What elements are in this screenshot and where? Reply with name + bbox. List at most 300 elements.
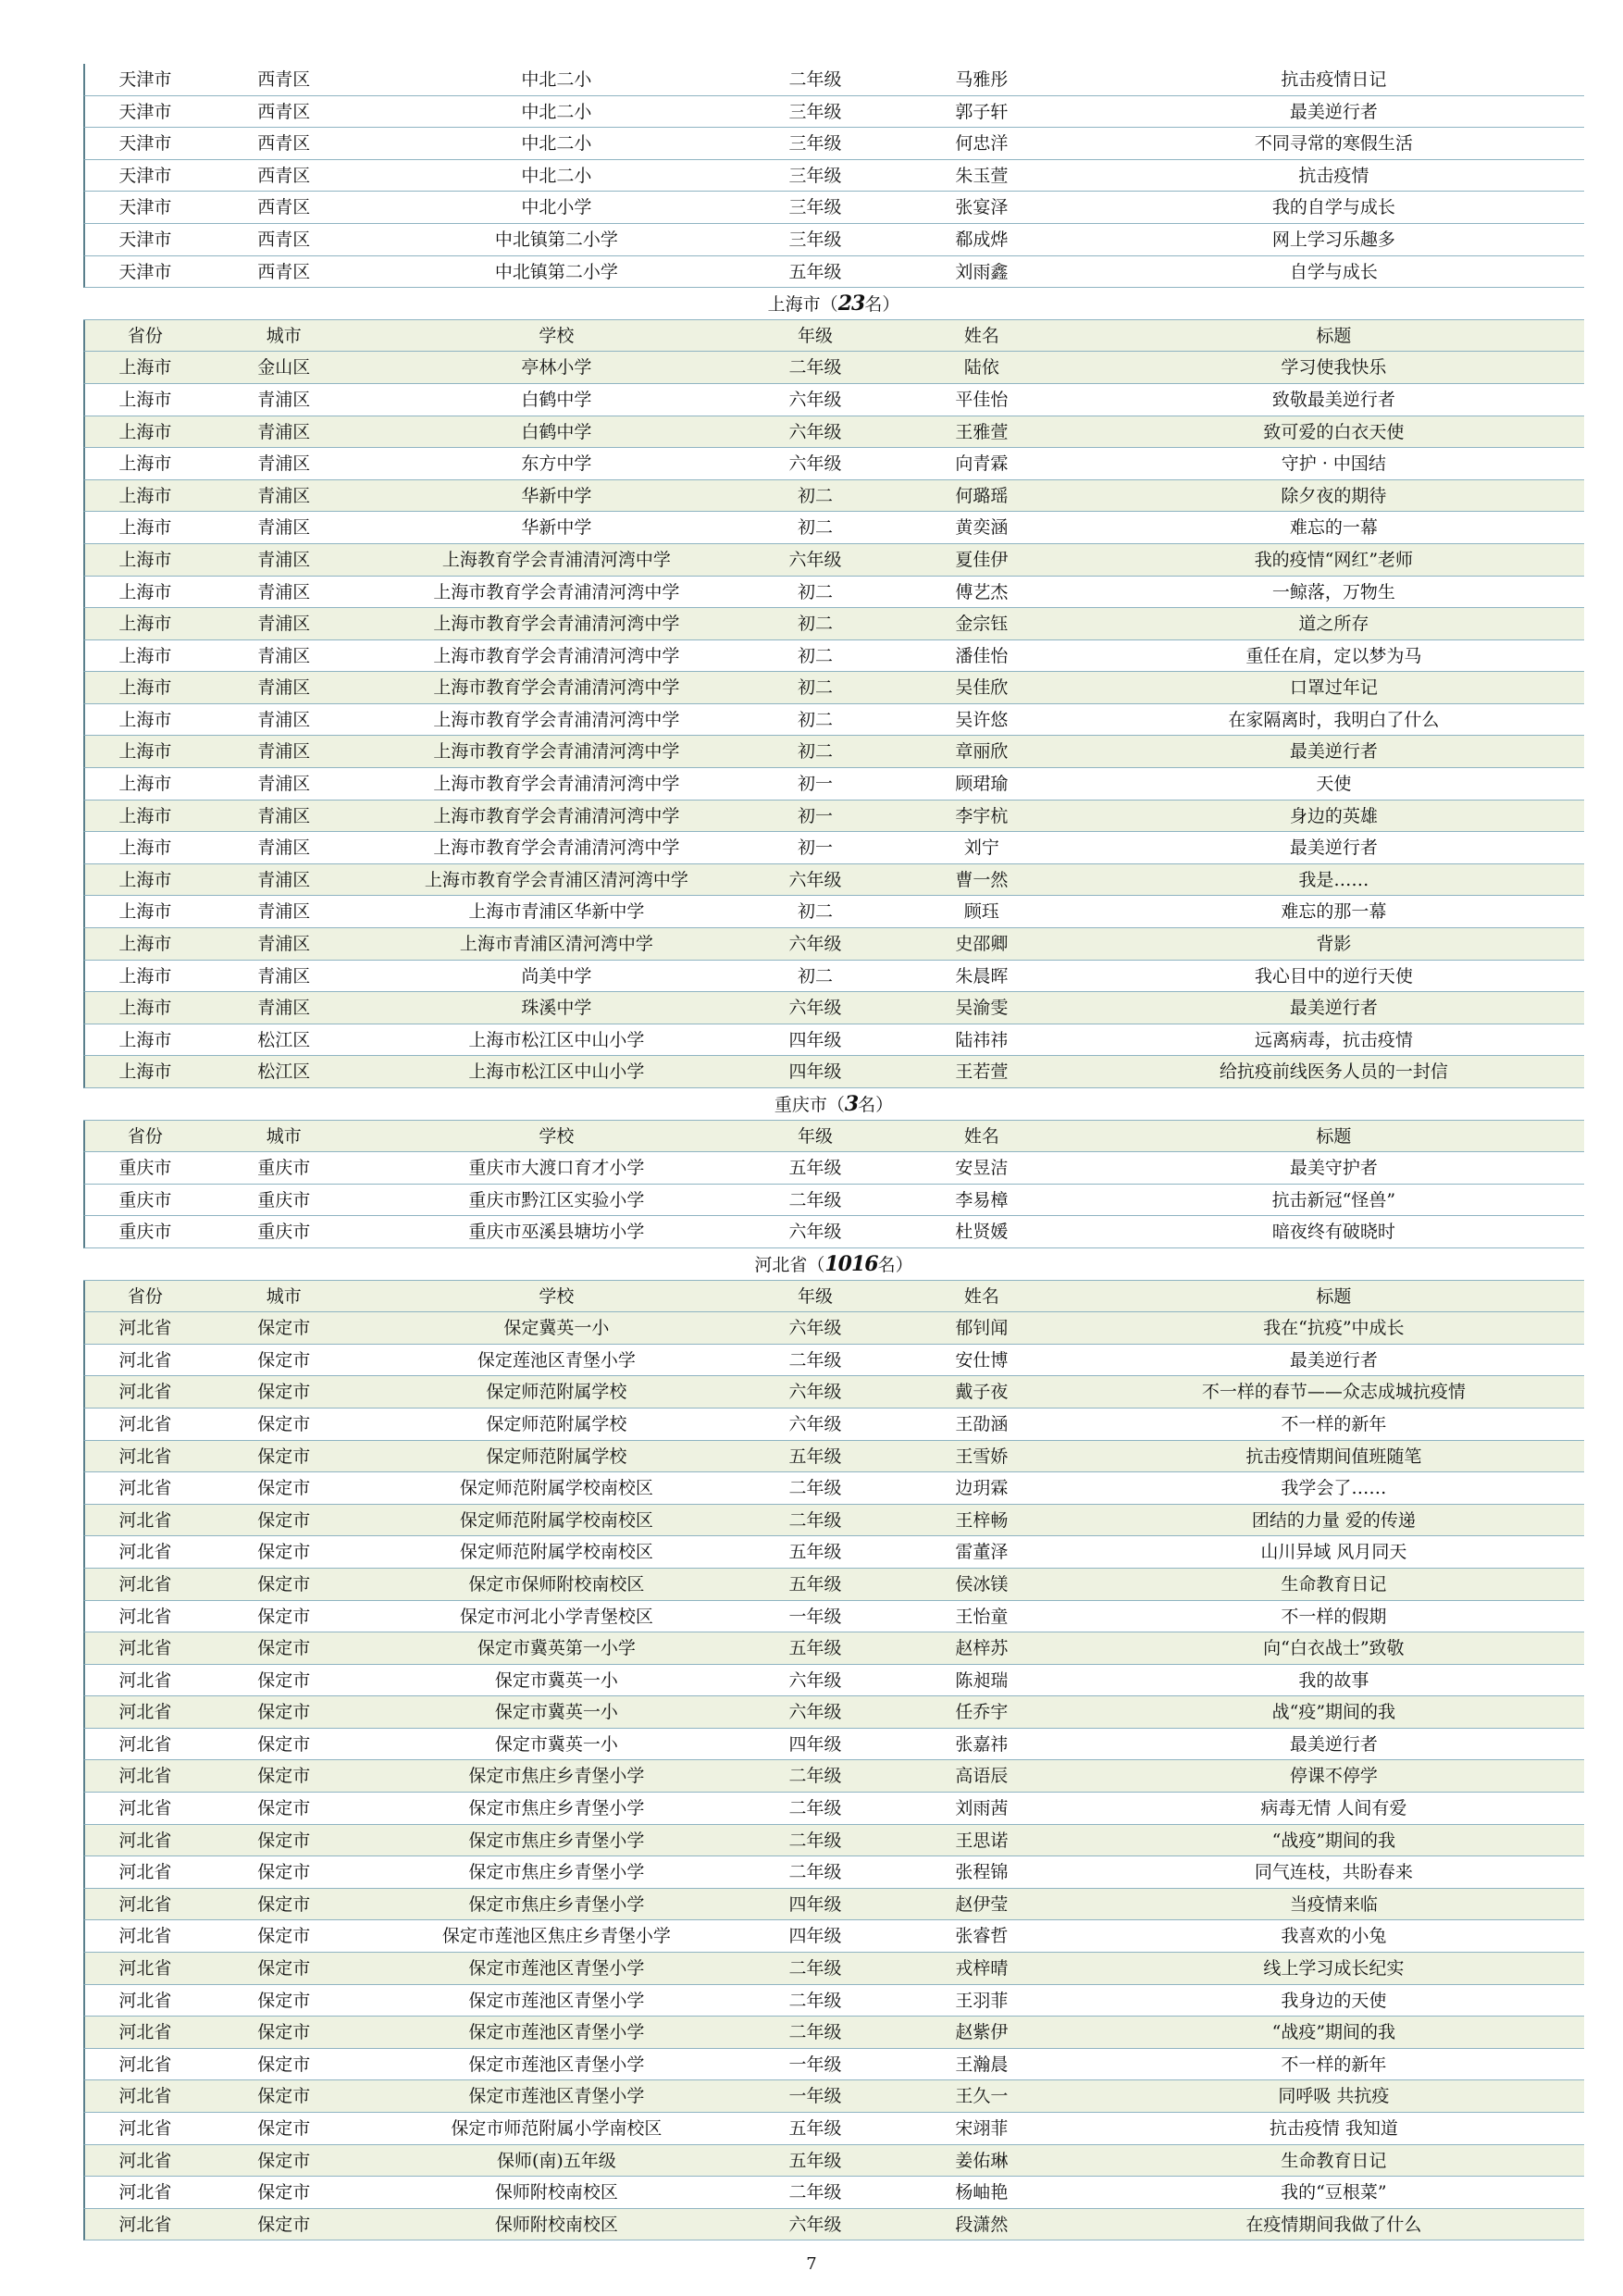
province-cell: 重庆市 xyxy=(118,1158,172,1179)
school-cell: 保定市焦庄乡青堡小学 xyxy=(468,1893,645,1915)
city-cell: 西青区 xyxy=(257,229,311,250)
city-cell: 青浦区 xyxy=(257,517,311,539)
title-cell: 同呼吸 共抗疫 xyxy=(1278,2086,1390,2107)
city-cell: 保定市 xyxy=(257,1318,311,1339)
city-cell: 西青区 xyxy=(257,165,311,186)
table-header-row xyxy=(83,1281,1584,1313)
city-cell: 保定市 xyxy=(257,1990,311,2011)
grade-cell: 二年级 xyxy=(788,2022,842,2043)
province-cell: 天津市 xyxy=(118,165,172,186)
province-cell: 河北省 xyxy=(118,1733,172,1755)
school-cell: 保定冀英一小 xyxy=(503,1318,610,1339)
school-cell: 东方中学 xyxy=(521,453,592,475)
city-cell: 保定市 xyxy=(257,2054,311,2075)
city-cell: 西青区 xyxy=(257,197,311,218)
school-cell: 保定市莲池区青堡小学 xyxy=(468,2054,645,2075)
school-cell: 上海市教育学会青浦清河湾中学 xyxy=(433,838,680,859)
column-header: 学校 xyxy=(539,325,575,346)
column-header: 年级 xyxy=(798,1285,834,1307)
province-cell: 上海市 xyxy=(118,774,172,795)
column-header: 标题 xyxy=(1316,1285,1352,1307)
name-cell: 郗成烨 xyxy=(955,229,1009,250)
title-cell: 团结的力量 爱的传递 xyxy=(1251,1509,1416,1531)
table-row xyxy=(83,928,1584,961)
grade-cell: 二年级 xyxy=(788,1509,842,1531)
name-cell: 潘佳怡 xyxy=(955,645,1009,666)
city-cell: 重庆市 xyxy=(257,1158,311,1179)
title-cell: 抗击疫情 xyxy=(1298,165,1369,186)
section-unit: 名） xyxy=(858,1095,894,1115)
name-cell: 金宗钰 xyxy=(955,614,1009,635)
title-cell: 身边的英雄 xyxy=(1289,805,1378,826)
school-cell: 中北镇第二小学 xyxy=(494,261,618,282)
city-cell: 保定市 xyxy=(257,1958,311,1980)
grade-cell: 六年级 xyxy=(788,453,842,475)
column-header: 年级 xyxy=(798,325,834,346)
name-cell: 顾珺瑜 xyxy=(955,774,1009,795)
province-cell: 河北省 xyxy=(118,2214,172,2235)
table-row xyxy=(83,2017,1584,2049)
name-cell: 傅艺杰 xyxy=(955,581,1009,602)
grade-cell: 初二 xyxy=(798,677,834,699)
grade-cell: 二年级 xyxy=(788,1958,842,1980)
grade-cell: 六年级 xyxy=(788,934,842,955)
name-cell: 何忠洋 xyxy=(955,133,1009,155)
table-row xyxy=(83,2113,1584,2145)
city-cell: 松江区 xyxy=(257,1061,311,1083)
school-cell: 保定市焦庄乡青堡小学 xyxy=(468,1830,645,1851)
city-cell: 重庆市 xyxy=(257,1222,311,1243)
title-cell: “战疫”期间的我 xyxy=(1271,1830,1396,1851)
table-row xyxy=(83,160,1584,192)
city-cell: 青浦区 xyxy=(257,421,311,442)
table-row xyxy=(83,1760,1584,1793)
title-cell: 致可爱的白衣天使 xyxy=(1263,421,1405,442)
city-cell: 保定市 xyxy=(257,1669,311,1691)
province-cell: 河北省 xyxy=(118,1958,172,1980)
title-cell: 病毒无情 人间有爱 xyxy=(1260,1798,1407,1819)
province-cell: 河北省 xyxy=(118,1413,172,1434)
name-cell: 章丽欣 xyxy=(955,741,1009,763)
school-cell: 白鹤中学 xyxy=(521,389,592,410)
table-row xyxy=(83,1889,1584,1921)
grade-cell: 二年级 xyxy=(788,1830,842,1851)
school-cell: 保定市焦庄乡青堡小学 xyxy=(468,1862,645,1883)
title-cell: 最美逆行者 xyxy=(1289,1349,1378,1371)
column-header: 城市 xyxy=(266,1125,302,1147)
school-cell: 上海市教育学会青浦清河湾中学 xyxy=(433,645,680,666)
city-cell: 青浦区 xyxy=(257,389,311,410)
table-row xyxy=(83,2049,1584,2081)
grade-cell: 二年级 xyxy=(788,2182,842,2203)
name-cell: 王劭涵 xyxy=(955,1413,1009,1434)
city-cell: 青浦区 xyxy=(257,581,311,602)
grade-cell: 初二 xyxy=(798,741,834,763)
title-cell: 在家隔离时，我明白了什么 xyxy=(1228,709,1440,730)
grade-cell: 初二 xyxy=(798,965,834,987)
province-cell: 上海市 xyxy=(118,421,172,442)
grade-cell: 四年级 xyxy=(788,1029,842,1050)
city-cell: 保定市 xyxy=(257,2022,311,2043)
column-header: 标题 xyxy=(1316,325,1352,346)
school-cell: 上海市青浦区清河湾中学 xyxy=(459,934,653,955)
table-row xyxy=(83,640,1584,673)
section-region: 重庆市（ xyxy=(774,1095,845,1115)
grade-cell: 六年级 xyxy=(788,1669,842,1691)
school-cell: 尚美中学 xyxy=(521,965,592,987)
province-cell: 上海市 xyxy=(118,614,172,635)
section-unit: 名） xyxy=(864,294,900,316)
name-cell: 陆祎祎 xyxy=(955,1029,1009,1050)
school-cell: 上海市教育学会青浦清河湾中学 xyxy=(433,677,680,699)
province-cell: 上海市 xyxy=(118,389,172,410)
grade-cell: 一年级 xyxy=(788,2086,842,2107)
title-cell: 学习使我快乐 xyxy=(1281,357,1387,379)
city-cell: 西青区 xyxy=(257,133,311,155)
province-cell: 河北省 xyxy=(118,2086,172,2107)
province-cell: 河北省 xyxy=(118,2118,172,2139)
table-row xyxy=(83,672,1584,704)
province-cell: 河北省 xyxy=(118,1669,172,1691)
school-cell: 华新中学 xyxy=(521,485,592,506)
school-cell: 重庆市巫溪县塘坊小学 xyxy=(468,1222,645,1243)
grade-cell: 五年级 xyxy=(788,1446,842,1467)
name-cell: 曹一然 xyxy=(955,869,1009,890)
title-cell: 我心目中的逆行天使 xyxy=(1254,965,1413,987)
table-row xyxy=(83,96,1584,129)
city-cell: 保定市 xyxy=(257,1509,311,1531)
table-row xyxy=(83,1665,1584,1697)
city-cell: 青浦区 xyxy=(257,677,311,699)
name-cell: 张嘉祎 xyxy=(955,1733,1009,1755)
school-cell: 珠溪中学 xyxy=(521,998,592,1019)
table-row xyxy=(83,224,1584,256)
city-cell: 保定市 xyxy=(257,1862,311,1883)
section-region: 河北省（ xyxy=(754,1254,825,1275)
city-cell: 保定市 xyxy=(257,1413,311,1434)
province-cell: 上海市 xyxy=(118,581,172,602)
table-row xyxy=(83,1441,1584,1473)
city-cell: 青浦区 xyxy=(257,901,311,923)
title-cell: 同气连枝，共盼春来 xyxy=(1254,1862,1413,1883)
title-cell: 在疫情期间我做了什么 xyxy=(1245,2214,1422,2235)
city-cell: 保定市 xyxy=(257,1542,311,1563)
title-cell: 难忘的一幕 xyxy=(1289,517,1378,539)
table-row xyxy=(83,192,1584,224)
title-cell: 我的“豆根菜” xyxy=(1281,2182,1387,2203)
table-row xyxy=(83,1409,1584,1441)
school-cell: 保定市焦庄乡青堡小学 xyxy=(468,1798,645,1819)
column-header: 年级 xyxy=(798,1125,834,1147)
table-row xyxy=(83,512,1584,544)
name-cell: 戎梓晴 xyxy=(955,1958,1009,1980)
title-cell: 最美逆行者 xyxy=(1289,101,1378,122)
city-cell: 保定市 xyxy=(257,1349,311,1371)
grade-cell: 二年级 xyxy=(788,1189,842,1210)
table-row xyxy=(83,128,1584,160)
title-cell: 远离病毒，抗击疫情 xyxy=(1254,1029,1413,1050)
grade-cell: 初二 xyxy=(798,709,834,730)
name-cell: 姜佑琳 xyxy=(955,2150,1009,2171)
school-cell: 保定师范附属学校 xyxy=(486,1413,627,1434)
title-cell: 最美守护者 xyxy=(1289,1158,1378,1179)
column-header: 姓名 xyxy=(963,1125,999,1147)
title-cell: 当疫情来临 xyxy=(1289,1893,1378,1915)
city-cell: 保定市 xyxy=(257,1573,311,1595)
table-row xyxy=(83,1825,1584,1857)
grade-cell: 三年级 xyxy=(788,197,842,218)
name-cell: 段潇然 xyxy=(955,2214,1009,2235)
city-cell: 保定市 xyxy=(257,1446,311,1467)
name-cell: 任乔宇 xyxy=(955,1702,1009,1723)
school-cell: 保定市冀英一小 xyxy=(494,1669,618,1691)
province-cell: 重庆市 xyxy=(118,1189,172,1210)
school-cell: 中北二小 xyxy=(521,69,592,90)
name-cell: 吴渝雯 xyxy=(955,998,1009,1019)
section-title-row xyxy=(83,288,1584,320)
table-row xyxy=(83,256,1584,289)
school-cell: 中北二小 xyxy=(521,101,592,122)
table-row xyxy=(83,896,1584,928)
province-cell: 河北省 xyxy=(118,2182,172,2203)
column-header: 标题 xyxy=(1316,1125,1352,1147)
grade-cell: 六年级 xyxy=(788,1382,842,1403)
title-cell: 抗击疫情期间值班随笔 xyxy=(1245,1446,1422,1467)
grade-cell: 五年级 xyxy=(788,2150,842,2171)
title-cell: 停课不停学 xyxy=(1289,1766,1378,1787)
city-cell: 青浦区 xyxy=(257,869,311,890)
title-cell: 致敬最美逆行者 xyxy=(1271,389,1395,410)
name-cell: 陈昶瑞 xyxy=(955,1669,1009,1691)
grade-cell: 四年级 xyxy=(788,1733,842,1755)
grade-cell: 五年级 xyxy=(788,1158,842,1179)
province-cell: 天津市 xyxy=(118,229,172,250)
name-cell: 陆依 xyxy=(963,357,999,379)
table-header-row xyxy=(83,320,1584,353)
table-row xyxy=(83,2177,1584,2209)
city-cell: 青浦区 xyxy=(257,934,311,955)
province-cell: 河北省 xyxy=(118,1318,172,1339)
school-cell: 上海市教育学会青浦清河湾中学 xyxy=(433,709,680,730)
section-title-row xyxy=(83,1088,1584,1121)
title-cell: 不一样的春节——众志成城抗疫情 xyxy=(1201,1382,1466,1403)
province-cell: 上海市 xyxy=(118,357,172,379)
table-row xyxy=(83,1024,1584,1057)
column-header: 省份 xyxy=(127,1125,163,1147)
name-cell: 张程锦 xyxy=(955,1862,1009,1883)
column-header: 姓名 xyxy=(963,325,999,346)
province-cell: 河北省 xyxy=(118,1478,172,1499)
title-cell: “战疫”期间的我 xyxy=(1271,2022,1396,2043)
name-cell: 顾珏 xyxy=(963,901,999,923)
school-cell: 上海市松江区中山小学 xyxy=(468,1061,645,1083)
name-cell: 朱玉萱 xyxy=(955,165,1009,186)
grade-cell: 二年级 xyxy=(788,1349,842,1371)
title-cell: 最美逆行者 xyxy=(1289,998,1378,1019)
grade-cell: 四年级 xyxy=(788,1061,842,1083)
school-cell: 保定市莲池区青堡小学 xyxy=(468,2086,645,2107)
table-row xyxy=(83,2209,1584,2241)
title-cell: 天使 xyxy=(1316,774,1352,795)
title-cell: 网上学习乐趣多 xyxy=(1271,229,1395,250)
grade-cell: 初二 xyxy=(798,485,834,506)
grade-cell: 初二 xyxy=(798,645,834,666)
city-cell: 保定市 xyxy=(257,1606,311,1627)
province-cell: 重庆市 xyxy=(118,1222,172,1243)
province-cell: 天津市 xyxy=(118,261,172,282)
name-cell: 王怡童 xyxy=(955,1606,1009,1627)
title-cell: 我学会了…… xyxy=(1281,1478,1387,1499)
title-cell: 抗击疫情 我知道 xyxy=(1269,2118,1398,2139)
school-cell: 保定市冀英一小 xyxy=(494,1702,618,1723)
grade-cell: 二年级 xyxy=(788,1478,842,1499)
title-cell: 背影 xyxy=(1316,934,1352,955)
title-cell: 重任在肩，定以梦为马 xyxy=(1245,645,1422,666)
grade-cell: 三年级 xyxy=(788,229,842,250)
province-cell: 河北省 xyxy=(118,1702,172,1723)
grade-cell: 三年级 xyxy=(788,165,842,186)
province-cell: 河北省 xyxy=(118,1638,172,1659)
school-cell: 保定市河北小学青堡校区 xyxy=(459,1606,653,1627)
grade-cell: 二年级 xyxy=(788,1798,842,1819)
title-cell: 战“疫”期间的我 xyxy=(1271,1702,1396,1723)
table-row xyxy=(83,864,1584,897)
school-cell: 上海市教育学会青浦清河湾中学 xyxy=(433,614,680,635)
table-row xyxy=(83,352,1584,384)
school-cell: 上海市教育学会青浦清河湾中学 xyxy=(433,581,680,602)
grade-cell: 初二 xyxy=(798,901,834,923)
name-cell: 何璐瑶 xyxy=(955,485,1009,506)
title-cell: 我的故事 xyxy=(1298,1669,1369,1691)
section-region: 上海市（ xyxy=(767,294,838,316)
grade-cell: 六年级 xyxy=(788,1413,842,1434)
name-cell: 郁钊闻 xyxy=(955,1318,1009,1339)
name-cell: 平佳怡 xyxy=(955,389,1009,410)
name-cell: 张宴泽 xyxy=(955,197,1009,218)
column-header: 省份 xyxy=(127,325,163,346)
grade-cell: 初二 xyxy=(798,581,834,602)
province-cell: 上海市 xyxy=(118,805,172,826)
province-cell: 河北省 xyxy=(118,1862,172,1883)
city-cell: 青浦区 xyxy=(257,645,311,666)
city-cell: 保定市 xyxy=(257,2150,311,2171)
city-cell: 西青区 xyxy=(257,261,311,282)
column-header: 城市 xyxy=(266,1285,302,1307)
title-cell: 不一样的新年 xyxy=(1281,2054,1387,2075)
title-cell: 生命教育日记 xyxy=(1281,2150,1387,2171)
title-cell: 道之所存 xyxy=(1298,614,1369,635)
table-row xyxy=(83,1216,1584,1248)
table-row xyxy=(83,1953,1584,1985)
school-cell: 上海市青浦区华新中学 xyxy=(468,901,645,923)
grade-cell: 六年级 xyxy=(788,1222,842,1243)
table-row xyxy=(83,480,1584,513)
city-cell: 保定市 xyxy=(257,1893,311,1915)
school-cell: 保师(南)五年级 xyxy=(496,2150,616,2171)
school-cell: 重庆市大渡口育才小学 xyxy=(468,1158,645,1179)
title-cell: 除夕夜的期待 xyxy=(1281,485,1387,506)
school-cell: 上海市松江区中山小学 xyxy=(468,1029,645,1050)
school-cell: 中北小学 xyxy=(521,197,592,218)
school-cell: 保定师范附属学校 xyxy=(486,1446,627,1467)
province-cell: 河北省 xyxy=(118,2054,172,2075)
name-cell: 李易樟 xyxy=(955,1189,1009,1210)
grade-cell: 五年级 xyxy=(788,1542,842,1563)
school-cell: 上海市教育学会青浦区清河湾中学 xyxy=(424,869,688,890)
province-cell: 天津市 xyxy=(118,197,172,218)
section-count: 23 xyxy=(837,292,865,316)
table-row xyxy=(83,64,1584,96)
name-cell: 马雅彤 xyxy=(955,69,1009,90)
title-cell: 不一样的新年 xyxy=(1281,1413,1387,1434)
province-cell: 河北省 xyxy=(118,1382,172,1403)
school-cell: 保定莲池区青堡小学 xyxy=(477,1349,636,1371)
column-header: 省份 xyxy=(127,1285,163,1307)
column-header: 学校 xyxy=(539,1285,575,1307)
name-cell: 王久一 xyxy=(955,2086,1009,2107)
page-number: 7 xyxy=(806,2254,817,2274)
province-cell: 上海市 xyxy=(118,838,172,859)
table-row xyxy=(83,1185,1584,1217)
city-cell: 青浦区 xyxy=(257,709,311,730)
province-cell: 上海市 xyxy=(118,677,172,699)
city-cell: 青浦区 xyxy=(257,838,311,859)
name-cell: 王若萱 xyxy=(955,1061,1009,1083)
city-cell: 保定市 xyxy=(257,2086,311,2107)
grade-cell: 六年级 xyxy=(788,549,842,570)
name-cell: 刘宁 xyxy=(963,838,999,859)
title-cell: 最美逆行者 xyxy=(1289,1733,1378,1755)
title-cell: 向“白衣战士”致敬 xyxy=(1263,1638,1405,1659)
table-header-row xyxy=(83,1121,1584,1153)
school-cell: 保定师范附属学校南校区 xyxy=(459,1478,653,1499)
school-cell: 重庆市黔江区实验小学 xyxy=(468,1189,645,1210)
name-cell: 朱晨晖 xyxy=(955,965,1009,987)
grade-cell: 六年级 xyxy=(788,389,842,410)
name-cell: 刘雨茜 xyxy=(955,1798,1009,1819)
province-cell: 河北省 xyxy=(118,1926,172,1947)
school-cell: 中北镇第二小学 xyxy=(494,229,618,250)
section-title xyxy=(83,1088,1584,1120)
title-cell: 我的疫情“网红”老师 xyxy=(1254,549,1414,570)
school-cell: 保定市莲池区青堡小学 xyxy=(468,1958,645,1980)
table-row xyxy=(83,800,1584,833)
city-cell: 保定市 xyxy=(257,2182,311,2203)
province-cell: 河北省 xyxy=(118,1798,172,1819)
name-cell: 边玥霖 xyxy=(955,1478,1009,1499)
table-row xyxy=(83,2080,1584,2113)
section-title xyxy=(83,1248,1584,1280)
name-cell: 赵梓苏 xyxy=(955,1638,1009,1659)
table-row xyxy=(83,1793,1584,1825)
province-cell: 河北省 xyxy=(118,2150,172,2171)
table-row xyxy=(83,832,1584,864)
table-row xyxy=(83,1569,1584,1601)
school-cell: 保定市师范附属小学南校区 xyxy=(451,2118,663,2139)
school-cell: 保定市冀英第一小学 xyxy=(477,1638,636,1659)
province-cell: 河北省 xyxy=(118,1573,172,1595)
grade-cell: 六年级 xyxy=(788,1318,842,1339)
table-row xyxy=(83,577,1584,609)
city-cell: 青浦区 xyxy=(257,485,311,506)
table-row xyxy=(83,1056,1584,1088)
city-cell: 保定市 xyxy=(257,1702,311,1723)
city-cell: 保定市 xyxy=(257,1382,311,1403)
title-cell: 我身边的天使 xyxy=(1281,1990,1387,2011)
province-cell: 河北省 xyxy=(118,1893,172,1915)
table-row xyxy=(83,1152,1584,1185)
title-cell: 山川异域 风月同天 xyxy=(1260,1542,1407,1563)
